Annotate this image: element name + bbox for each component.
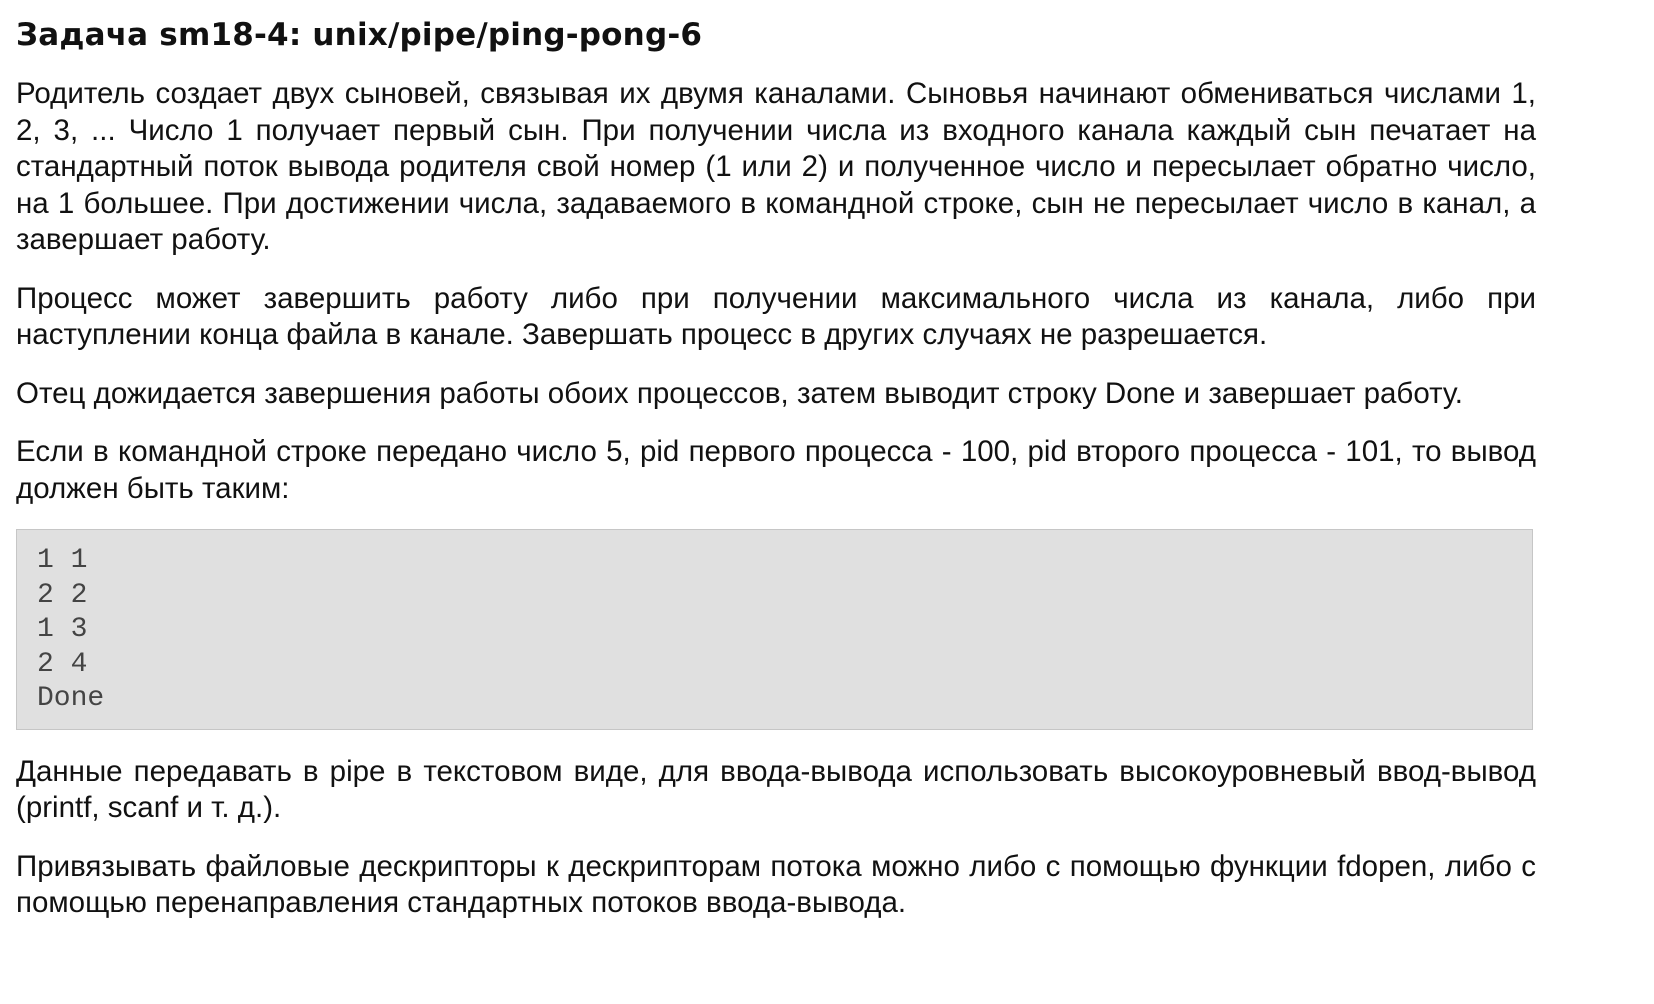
problem-paragraph-3: Отец дожидается завершения работы обоих процессов, затем выводит строку Done и завершает работу.	[16, 376, 1463, 410]
problem-content	[16, 16, 1536, 922]
problem-paragraph-4: Если в командной строке передано число 5, pid первого процесса - 100, pid второго процесса - 101, то вывод должен быть таким:	[16, 435, 1536, 505]
code-line-5: Done	[37, 683, 105, 714]
problem-paragraph-6: Привязывать файловые дескрипторы к дескрипторам потока можно либо с помощью функции fdopen, либо с помощью перенаправления стандартных потоков ввода-вывода.	[16, 849, 1536, 919]
problem-paragraph-1: Родитель создает двух сыновей, связывая их двумя каналами. Сыновья начинают обмениваться числами 1, 2, 3, ... Число 1 получает первый сын. При получении числа из входного канала каждый сын печатает на стандартный поток вывода родителя свой номер (1 или 2) и полученное число и пересылает обратно число, на 1 большее. При достижении числа, задаваемого в командной строке, сын не пересылает число в канал, а завершает работу.	[16, 77, 1536, 256]
problem-paragraph-2: Процесс может завершить работу либо при получении максимального числа из канала, либо при наступлении конца файла в канале. Завершать процесс в других случаях не разрешается.	[16, 281, 1536, 351]
code-line-4: 2 4	[37, 648, 88, 680]
example-output-block	[16, 529, 1533, 730]
code-line-1: 1 1	[37, 545, 88, 576]
problem-title: Задача sm18-4: unix/pipe/ping-pong-6	[16, 17, 703, 53]
code-line-2: 2 2	[37, 579, 88, 611]
code-line-3: 1 3	[37, 614, 88, 645]
problem-paragraph-5: Данные передавать в pipe в текстовом виде, для ввода-вывода использовать высокоуровневый ввод-вывод (printf, scanf и т. д.).	[16, 754, 1536, 824]
